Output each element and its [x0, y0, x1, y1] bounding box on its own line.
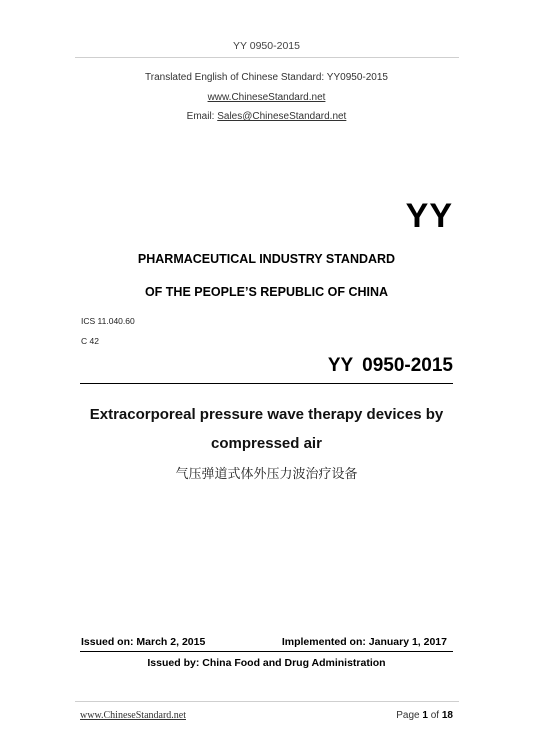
- footer-divider: [75, 701, 459, 702]
- title-english-line1: Extracorporeal pressure wave therapy devices by: [89, 406, 444, 423]
- issue-divider: [80, 651, 453, 652]
- email-link[interactable]: Sales@ChineseStandard.net: [217, 111, 347, 122]
- email-label: Email:: [186, 111, 218, 122]
- page-total: 18: [441, 710, 453, 721]
- implemented-on-date: Implemented on: January 1, 2017: [281, 636, 447, 648]
- title-divider: [80, 383, 453, 384]
- page-prefix: Page: [396, 710, 423, 721]
- footer-website-link[interactable]: www.ChineseStandard.net: [80, 710, 186, 721]
- issued-on-date: Issued on: March 2, 2015: [81, 636, 206, 648]
- email-line: [0, 111, 533, 122]
- standard-category-line2: OF THE PEOPLE’S REPUBLIC OF CHINA: [144, 285, 389, 299]
- standard-number: YY 0950-2015: [327, 355, 453, 376]
- title-english-line2: compressed air: [211, 435, 322, 452]
- page-current: 1: [422, 710, 428, 721]
- title-chinese: 气压弹道式体外压力波治疗设备: [175, 467, 358, 482]
- ccs-code: C 42: [81, 336, 99, 346]
- header-divider: [75, 57, 459, 58]
- standard-logo: YY: [405, 197, 453, 235]
- page-indicator: [396, 710, 453, 721]
- issued-by: Issued by: China Food and Drug Administration: [147, 657, 386, 669]
- ics-code: ICS 11.040.60: [81, 316, 135, 326]
- header-standard-code: YY 0950-2015: [233, 40, 300, 52]
- standard-category-line1: PHARMACEUTICAL INDUSTRY STANDARD: [137, 252, 396, 266]
- translation-note: Translated English of Chinese Standard: YY0950-2015: [145, 72, 388, 83]
- website-line: [0, 92, 533, 103]
- website-link[interactable]: www.ChineseStandard.net: [207, 92, 326, 103]
- page-of: of: [427, 710, 442, 721]
